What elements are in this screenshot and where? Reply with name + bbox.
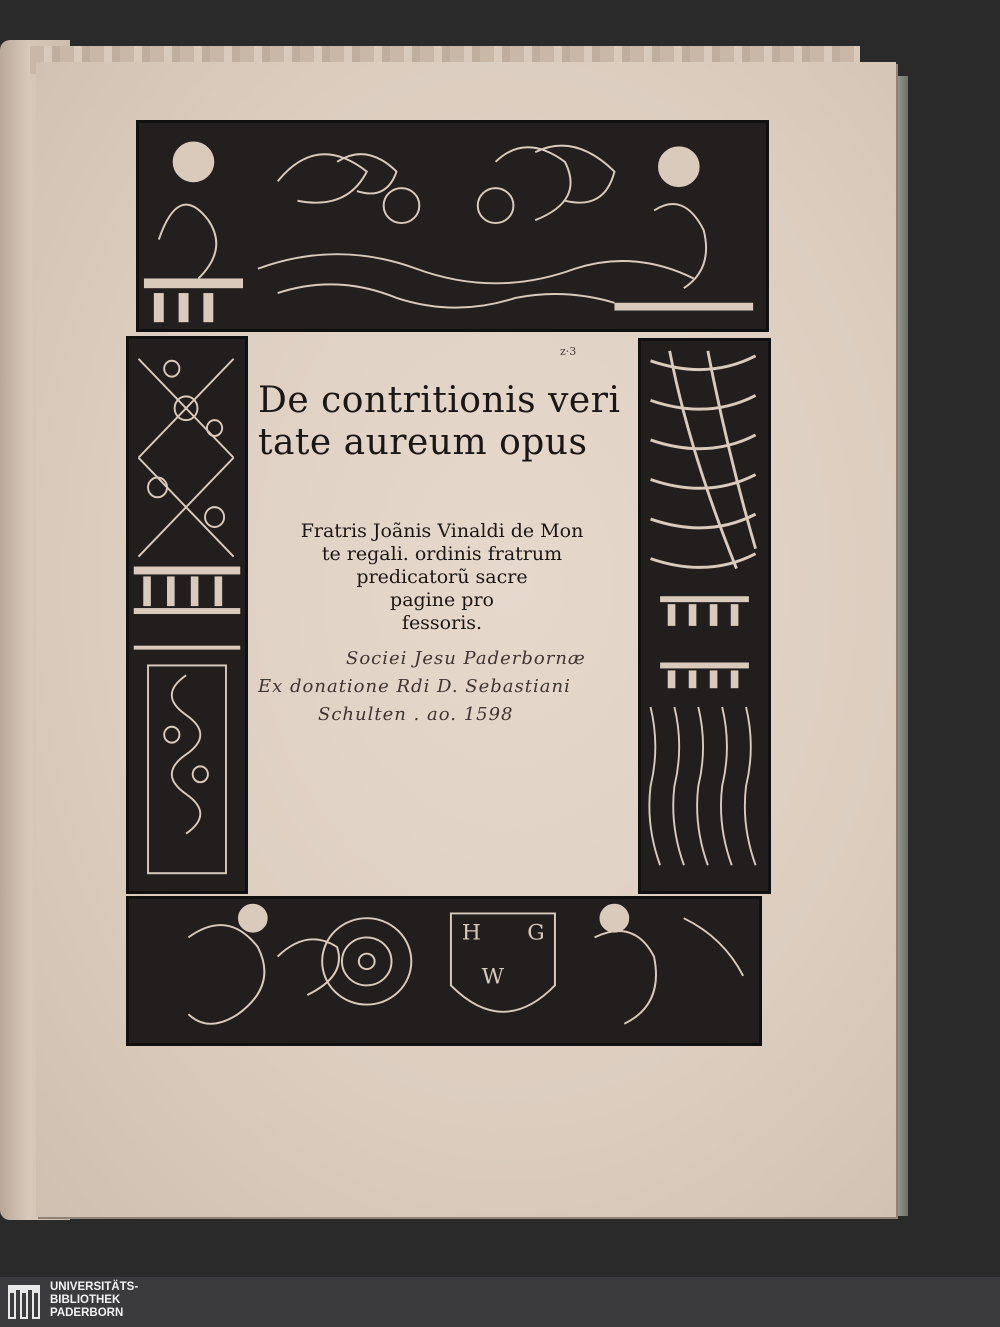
logo-line-1: UNIVERSITÄTS- <box>50 1281 139 1293</box>
handwriting-line-3: Schulten . ao. 1598 <box>318 704 514 725</box>
woodcut-border-right <box>638 338 771 894</box>
folio-mark: z·3 <box>560 345 577 358</box>
woodcut-border-left <box>126 336 248 894</box>
subtitle-line: Fratris Joãnis Vinaldi de Mon <box>300 520 584 542</box>
logo-line-3: PADERBORN <box>50 1307 124 1319</box>
subtitle-line: pagine pro <box>390 589 494 611</box>
subtitle-block <box>262 520 622 635</box>
svg-text:G: G <box>527 920 545 946</box>
logo-line-2: BIBLIOTHEK <box>50 1294 121 1306</box>
title-line-2: tate aureum opus <box>258 422 588 463</box>
title-block <box>258 380 638 464</box>
svg-text:H: H <box>461 920 481 946</box>
cherubs-and-printer-mark-icon <box>129 899 759 1043</box>
footer-bar <box>0 1277 1000 1327</box>
star-lattice-pattern-icon <box>129 339 245 891</box>
title-line-1: De contritionis veri <box>258 380 621 421</box>
subtitle-line: fessoris. <box>401 612 483 634</box>
woodcut-border-bottom <box>126 896 762 1046</box>
ub-paderborn-logo-icon <box>6 1283 42 1321</box>
twisted-column-icon <box>641 341 768 891</box>
handwriting-line-1: Sociei Jesu Paderbornæ <box>346 648 586 669</box>
woodcut-border-top <box>136 120 769 332</box>
library-logo-text <box>50 1281 138 1320</box>
subtitle-line: te regali. ordinis fratrum <box>321 543 563 565</box>
cherubs-and-beasts-icon <box>139 123 766 329</box>
svg-text:W: W <box>481 964 505 990</box>
subtitle-line: predicatorũ sacre <box>356 566 528 588</box>
handwriting-line-2: Ex donatione Rdi D. Sebastiani <box>258 676 571 697</box>
